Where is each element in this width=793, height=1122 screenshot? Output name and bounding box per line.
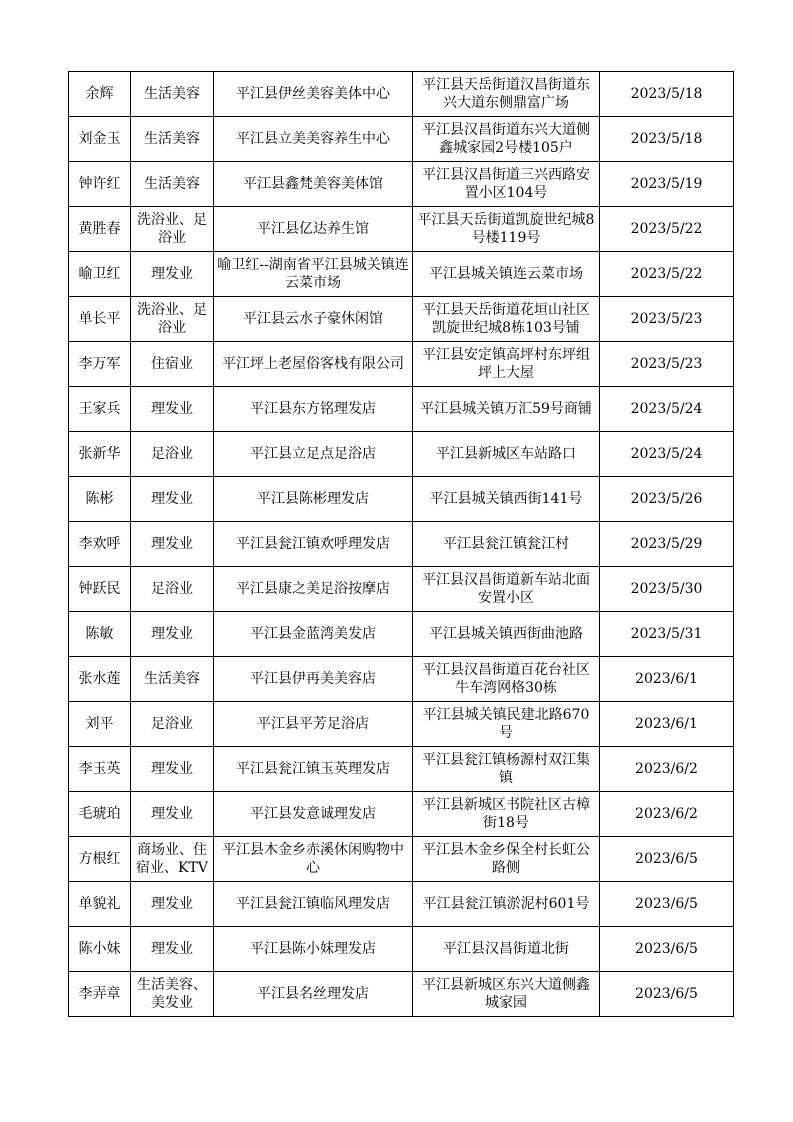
shop-name-cell: 喻卫红--湖南省平江县城关镇连云菜市场 — [214, 252, 413, 297]
industry-cell: 理发业 — [131, 477, 214, 522]
table-row — [69, 567, 734, 612]
owner-name-cell: 喻卫红 — [69, 252, 131, 297]
table-row — [69, 837, 734, 882]
industry-cell: 理发业 — [131, 882, 214, 927]
industry-cell: 生活美容、美发业 — [131, 972, 214, 1017]
shop-name-cell: 平江县东方铭理发店 — [214, 387, 413, 432]
table-row — [69, 72, 734, 117]
industry-cell: 生活美容 — [131, 117, 214, 162]
owner-name-cell: 陈小妹 — [69, 927, 131, 972]
date-cell: 2023/6/2 — [600, 792, 734, 837]
table-row — [69, 432, 734, 477]
owner-name-cell: 刘平 — [69, 702, 131, 747]
shop-name-cell: 平江县陈彬理发店 — [214, 477, 413, 522]
date-cell: 2023/6/2 — [600, 747, 734, 792]
address-cell: 平江县新城区书院社区古樟街18号 — [413, 792, 600, 837]
address-cell: 平江县城关镇民建北路670号 — [413, 702, 600, 747]
industry-cell: 洗浴业、足浴业 — [131, 207, 214, 252]
date-cell: 2023/5/30 — [600, 567, 734, 612]
address-cell: 平江县瓮江镇淤泥村601号 — [413, 882, 600, 927]
date-cell: 2023/6/5 — [600, 927, 734, 972]
address-cell: 平江县汉昌街道三兴西路安置小区104号 — [413, 162, 600, 207]
address-cell: 平江县天岳街道凯旋世纪城8号楼119号 — [413, 207, 600, 252]
shop-name-cell: 平江县发意诚理发店 — [214, 792, 413, 837]
industry-cell: 理发业 — [131, 522, 214, 567]
industry-cell: 理发业 — [131, 252, 214, 297]
table-row — [69, 747, 734, 792]
industry-cell: 足浴业 — [131, 702, 214, 747]
table-row — [69, 792, 734, 837]
date-cell: 2023/6/5 — [600, 972, 734, 1017]
table-row — [69, 612, 734, 657]
industry-cell: 生活美容 — [131, 72, 214, 117]
shop-name-cell: 平江县陈小妹理发店 — [214, 927, 413, 972]
date-cell: 2023/5/22 — [600, 207, 734, 252]
table-row — [69, 297, 734, 342]
industry-cell: 洗浴业、足浴业 — [131, 297, 214, 342]
owner-name-cell: 李玉英 — [69, 747, 131, 792]
address-cell: 平江县安定镇高坪村东坪组坪上大屋 — [413, 342, 600, 387]
shop-name-cell: 平江县瓮江镇临风理发店 — [214, 882, 413, 927]
table-row — [69, 117, 734, 162]
date-cell: 2023/5/26 — [600, 477, 734, 522]
address-cell: 平江县汉昌街道东兴大道侧鑫城家园2号楼105户 — [413, 117, 600, 162]
industry-cell: 住宿业 — [131, 342, 214, 387]
shop-name-cell: 平江县瓮江镇玉英理发店 — [214, 747, 413, 792]
table-row — [69, 342, 734, 387]
date-cell: 2023/5/23 — [600, 297, 734, 342]
shop-name-cell: 平江县云水子豪休闲馆 — [214, 297, 413, 342]
owner-name-cell: 李弄章 — [69, 972, 131, 1017]
shop-name-cell: 平江县名丝理发店 — [214, 972, 413, 1017]
owner-name-cell: 李欢呼 — [69, 522, 131, 567]
date-cell: 2023/5/23 — [600, 342, 734, 387]
date-cell: 2023/5/18 — [600, 72, 734, 117]
shop-name-cell: 平江县伊再美美容店 — [214, 657, 413, 702]
address-cell: 平江县城关镇西街141号 — [413, 477, 600, 522]
table-row — [69, 702, 734, 747]
shop-name-cell: 平江县平芳足浴店 — [214, 702, 413, 747]
date-cell: 2023/5/18 — [600, 117, 734, 162]
industry-cell: 理发业 — [131, 927, 214, 972]
date-cell: 2023/5/19 — [600, 162, 734, 207]
owner-name-cell: 钟跃民 — [69, 567, 131, 612]
address-cell: 平江县天岳街道汉昌街道东兴大道东侧鼎富广场 — [413, 72, 600, 117]
date-cell: 2023/6/5 — [600, 882, 734, 927]
date-cell: 2023/6/5 — [600, 837, 734, 882]
owner-name-cell: 方根红 — [69, 837, 131, 882]
date-cell: 2023/6/1 — [600, 657, 734, 702]
table-row — [69, 882, 734, 927]
owner-name-cell: 陈彬 — [69, 477, 131, 522]
address-cell: 平江县瓮江镇瓮江村 — [413, 522, 600, 567]
table-row — [69, 972, 734, 1017]
shop-name-cell: 平江县康之美足浴按摩店 — [214, 567, 413, 612]
shop-name-cell: 平江县木金乡赤溪休闲购物中心 — [214, 837, 413, 882]
table-row — [69, 387, 734, 432]
industry-cell: 理发业 — [131, 747, 214, 792]
industry-cell: 理发业 — [131, 387, 214, 432]
owner-name-cell: 钟许红 — [69, 162, 131, 207]
shop-name-cell: 平江县立足点足浴店 — [214, 432, 413, 477]
address-cell: 平江县城关镇万汇59号商铺 — [413, 387, 600, 432]
industry-cell: 商场业、住宿业、KTV — [131, 837, 214, 882]
industry-cell: 理发业 — [131, 612, 214, 657]
date-cell: 2023/5/29 — [600, 522, 734, 567]
industry-cell: 足浴业 — [131, 567, 214, 612]
date-cell: 2023/5/24 — [600, 432, 734, 477]
industry-cell: 足浴业 — [131, 432, 214, 477]
owner-name-cell: 张新华 — [69, 432, 131, 477]
shop-name-cell: 平江县伊丝美容美体中心 — [214, 72, 413, 117]
industry-cell: 生活美容 — [131, 657, 214, 702]
address-cell: 平江县城关镇连云菜市场 — [413, 252, 600, 297]
shop-name-cell: 平江县立美美容养生中心 — [214, 117, 413, 162]
owner-name-cell: 刘金玉 — [69, 117, 131, 162]
address-cell: 平江县天岳街道花垣山社区凯旋世纪城8栋103号铺 — [413, 297, 600, 342]
table-row — [69, 252, 734, 297]
address-cell: 平江县汉昌街道新车站北面安置小区 — [413, 567, 600, 612]
table-body — [69, 72, 734, 1017]
address-cell: 平江县瓮江镇杨源村双江集镇 — [413, 747, 600, 792]
table-row — [69, 477, 734, 522]
owner-name-cell: 陈敏 — [69, 612, 131, 657]
address-cell: 平江县新城区车站路口 — [413, 432, 600, 477]
table-row — [69, 207, 734, 252]
date-cell: 2023/6/1 — [600, 702, 734, 747]
address-cell: 平江县木金乡保全村长虹公路侧 — [413, 837, 600, 882]
shop-name-cell: 平江坪上老屋俗客栈有限公司 — [214, 342, 413, 387]
table-row — [69, 927, 734, 972]
date-cell: 2023/5/22 — [600, 252, 734, 297]
date-cell: 2023/5/31 — [600, 612, 734, 657]
address-cell: 平江县城关镇西街曲池路 — [413, 612, 600, 657]
address-cell: 平江县汉昌街道北街 — [413, 927, 600, 972]
owner-name-cell: 毛琥珀 — [69, 792, 131, 837]
address-cell: 平江县新城区东兴大道侧鑫城家园 — [413, 972, 600, 1017]
table-row — [69, 522, 734, 567]
owner-name-cell: 单长平 — [69, 297, 131, 342]
owner-name-cell: 余辉 — [69, 72, 131, 117]
shop-name-cell: 平江县亿达养生馆 — [214, 207, 413, 252]
license-table — [68, 71, 734, 1017]
date-cell: 2023/5/24 — [600, 387, 734, 432]
table-row — [69, 162, 734, 207]
owner-name-cell: 单貌礼 — [69, 882, 131, 927]
owner-name-cell: 王家兵 — [69, 387, 131, 432]
owner-name-cell: 黄胜春 — [69, 207, 131, 252]
shop-name-cell: 平江县鑫梵美容美体馆 — [214, 162, 413, 207]
address-cell: 平江县汉昌街道百花台社区牛车湾网格30栋 — [413, 657, 600, 702]
owner-name-cell: 李万军 — [69, 342, 131, 387]
shop-name-cell: 平江县瓮江镇欢呼理发店 — [214, 522, 413, 567]
industry-cell: 生活美容 — [131, 162, 214, 207]
shop-name-cell: 平江县金蓝湾美发店 — [214, 612, 413, 657]
owner-name-cell: 张水莲 — [69, 657, 131, 702]
table-row — [69, 657, 734, 702]
industry-cell: 理发业 — [131, 792, 214, 837]
